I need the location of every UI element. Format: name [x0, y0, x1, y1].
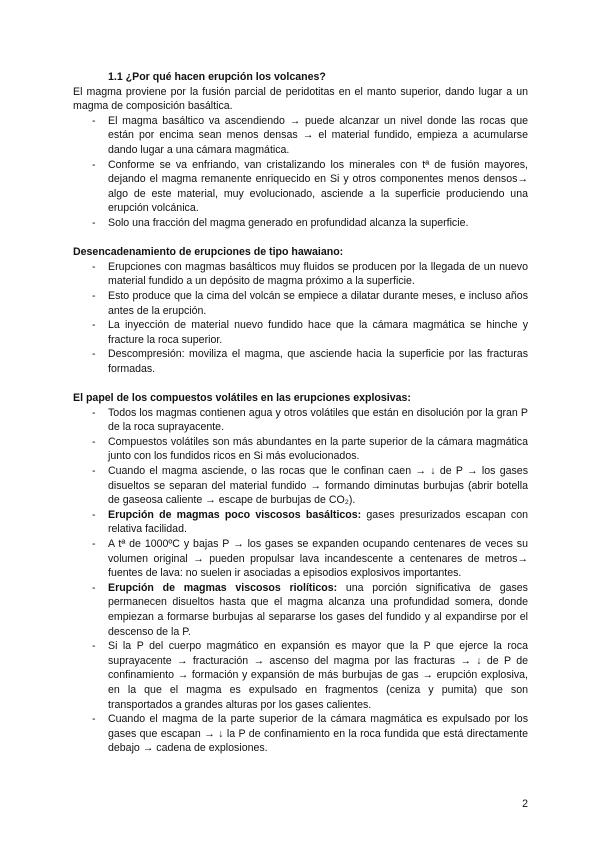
dash-bullet: -	[92, 216, 96, 229]
item-text: A tª de 1000ºC y bajas P → los gases se expanden ocupando centenares de veces su volumen original → pueden propulsar lava incandescente a centenares de metros→ fuentes de lava: no suelen ir asociadas a episodios explosivos importantes.	[108, 538, 528, 580]
section-intro: El magma proviene por la fusión parcial de peridotitas en el manto superior, dando lugar a un magma de composición basáltica.	[73, 85, 528, 113]
list-item	[73, 581, 528, 639]
dash-bullet: -	[92, 319, 96, 332]
dash-bullet: -	[92, 289, 96, 302]
dash-bullet: -	[92, 435, 96, 448]
dash-bullet: -	[92, 581, 96, 594]
bullet-list	[73, 406, 528, 756]
item-text: La inyección de material nuevo fundido hace que la cámara magmática se hinche y fracture la roca superior.	[108, 319, 528, 346]
bullet-list	[73, 260, 528, 377]
item-text: Si la P del cuerpo magmático en expansión es mayor que la P que ejerce la roca suprayacente → fracturación → ascenso del magma por las fracturas → ↓ de P de confinamiento → formación y expansión de más burbujas de gas → erupción explosiva, en la que el magma es expulsado en fragmentos (ceniza y pumita) que son transportados a grandes alturas por los gases calientes.	[108, 640, 528, 711]
list-item	[73, 347, 528, 376]
item-text: Compuestos volátiles son más abundantes en la parte superior de la cámara magmática junto con los fundidos ricos en Si más evolucionados.	[108, 435, 528, 463]
dash-bullet: -	[92, 538, 96, 550]
list-item	[73, 639, 528, 712]
item-text: Todos los magmas contienen agua y otros volátiles que están en disolución por la gran P de la roca suprayacente.	[108, 406, 528, 434]
dash-bullet: -	[92, 114, 96, 127]
dash-bullet: -	[92, 260, 96, 273]
list-item	[73, 508, 528, 537]
list-item	[73, 289, 528, 318]
list-item	[73, 712, 528, 756]
page-number: 2	[522, 798, 528, 810]
dash-bullet: -	[92, 158, 96, 171]
dash-bullet: -	[92, 713, 96, 726]
item-text: Cuando el magma asciende, o las rocas que le confinan caen → ↓ de P → los gases disueltos se separan del material fundido → formando diminutas burbujas (abrir botella de gaseosa caliente → escape de burbujas de CO₂).	[108, 465, 528, 507]
list-item	[73, 260, 528, 289]
item-bold-lead: Erupción de magmas viscosos riolíticos:	[108, 581, 338, 594]
item-text: Esto produce que la cima del volcán se empiece a dilatar durante meses, e incluso años antes de la erupción.	[108, 289, 528, 317]
item-text: una porción significativa de gases permanecen disueltos hasta que el magma alcanza una profundidad somera, donde empiezan a formarse burbujas al separarse los gases del fundido y al expandirse por el descenso de la P.	[108, 581, 528, 638]
list-item	[73, 216, 528, 231]
item-text: Erupciones con magmas basálticos muy fluidos se producen por la llegada de un nuevo material fundido a un depósito de magma próximo a la superficie.	[108, 260, 528, 288]
dash-bullet: -	[92, 508, 96, 521]
dash-bullet: -	[92, 406, 96, 419]
item-text: Solo una fracción del magma generado en profundidad alcanza la superficie.	[108, 216, 469, 229]
dash-bullet: -	[92, 640, 96, 653]
item-text: gases presurizados escapan con relativa facilidad.	[108, 508, 529, 536]
list-item	[73, 406, 528, 435]
item-text: Descompresión: moviliza el magma, que asciende hacia la superficie por las fracturas formadas.	[108, 348, 528, 375]
item-text: Cuando el magma de la parte superior de la cámara magmática es expulsado por los gases que escapan → ↓ la P de confinamiento en la roca fundida que está directamente debajo → cadena de explosiones.	[108, 713, 528, 755]
list-item	[73, 464, 528, 508]
list-item	[73, 435, 528, 464]
list-item	[73, 537, 528, 581]
dash-bullet: -	[92, 465, 96, 478]
item-text: Conforme se va enfriando, van cristalizando los minerales con tª de fusión mayores, dejando el magma remanente enriquecido en Si y otros componentes menos densos→ algo de este material, muy evolucionado, asciende a la superficie produciendo una erupción volcánica.	[108, 158, 528, 215]
section-title: 1.1 ¿Por qué hacen erupción los volcanes?	[108, 71, 326, 83]
item-text: El magma basáltico va ascendiendo → puede alcanzar un nivel donde las rocas que están por encima sean menos densas → el material fundido, empieza a acumularse dando lugar a una cámara magmática.	[108, 114, 528, 156]
list-item	[73, 158, 528, 216]
section-title: El papel de los compuestos volátiles en las erupciones explosivas:	[73, 392, 411, 405]
document-body	[73, 70, 528, 756]
bullet-list	[73, 114, 528, 231]
list-item	[73, 114, 528, 158]
item-bold-lead: Erupción de magmas poco viscosos basálticos:	[108, 508, 362, 521]
list-item	[73, 318, 528, 347]
section-title: Desencadenamiento de erupciones de tipo hawaiano:	[73, 246, 344, 259]
dash-bullet: -	[92, 348, 96, 361]
